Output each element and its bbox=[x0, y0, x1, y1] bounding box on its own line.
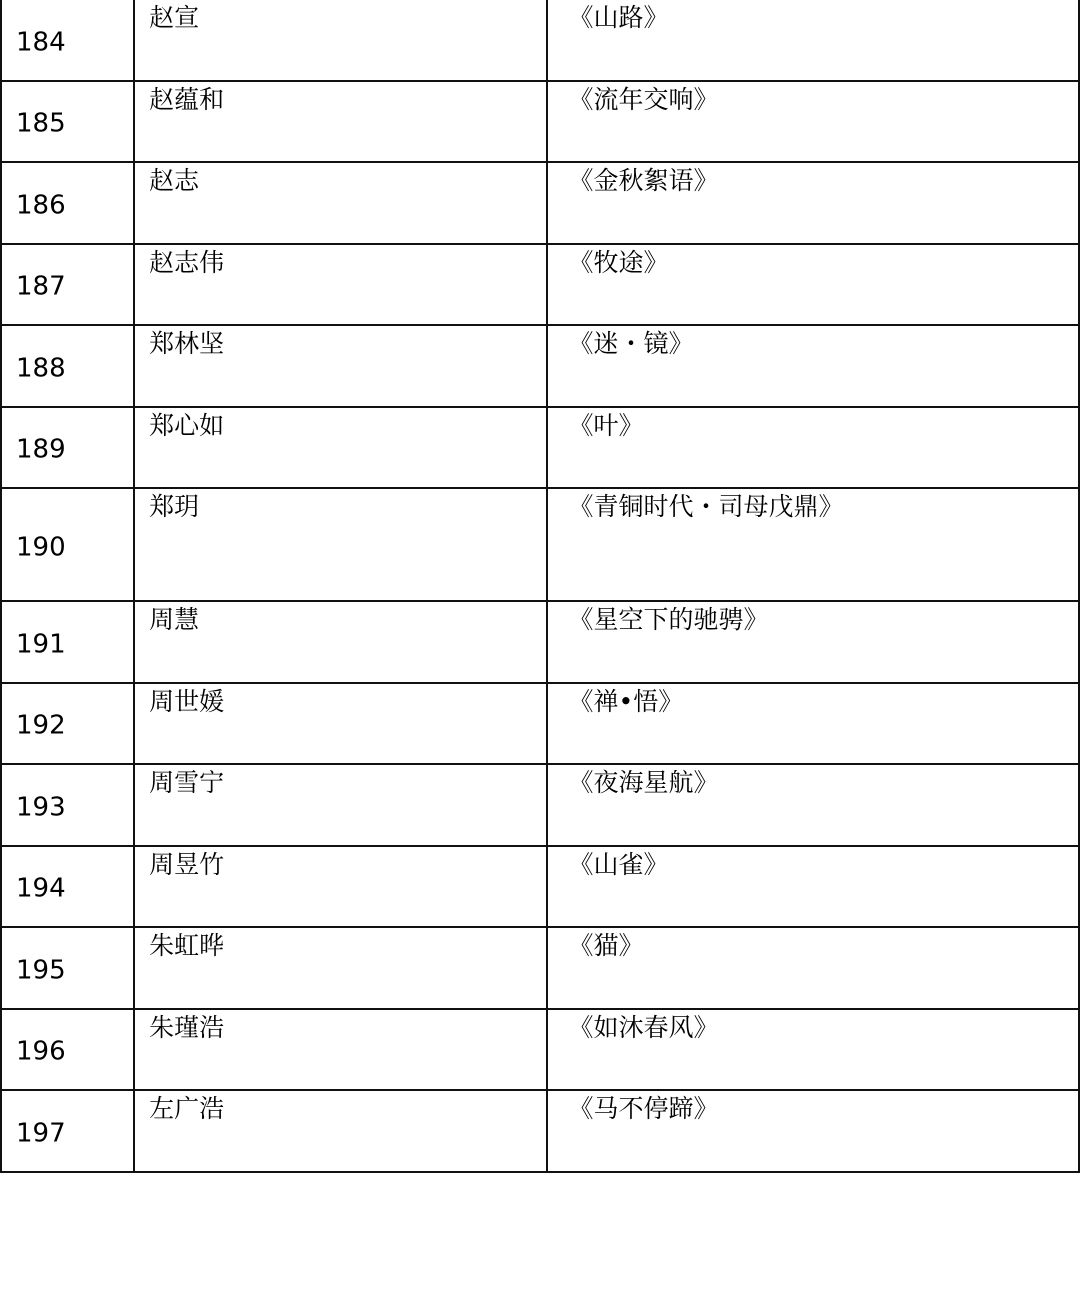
entry-number-cell bbox=[1, 764, 134, 846]
table-row bbox=[1, 244, 1079, 326]
work-title-cell bbox=[547, 325, 1079, 407]
work-title: 《迷・镜》 bbox=[568, 329, 694, 358]
entrant-name-cell bbox=[134, 488, 547, 601]
entry-number-cell bbox=[1, 244, 134, 326]
table-row bbox=[1, 407, 1079, 489]
entrant-name-cell bbox=[134, 1009, 547, 1091]
work-title: 《马不停蹄》 bbox=[568, 1094, 719, 1123]
work-title: 《禅•悟》 bbox=[568, 686, 684, 716]
entry-number: 193 bbox=[16, 792, 66, 823]
entrant-name-cell bbox=[134, 162, 547, 244]
entrant-name-cell bbox=[134, 407, 547, 489]
entrant-name: 周慧 bbox=[149, 605, 200, 634]
work-title-cell bbox=[547, 244, 1079, 326]
work-title: 《叶》 bbox=[568, 410, 644, 440]
work-title-cell bbox=[547, 162, 1079, 244]
entry-number-cell bbox=[1, 325, 134, 407]
entrant-name: 左广浩 bbox=[149, 1094, 225, 1123]
entry-number: 188 bbox=[16, 353, 66, 384]
work-title: 《青铜时代・司母戊鼎》 bbox=[568, 492, 844, 521]
entrant-name: 朱瑾浩 bbox=[149, 1012, 225, 1042]
work-title: 《猫》 bbox=[568, 931, 644, 960]
entry-number-cell bbox=[1, 927, 134, 1009]
entrant-name-cell bbox=[134, 325, 547, 407]
entrant-name-cell bbox=[134, 601, 547, 683]
entry-number: 184 bbox=[16, 27, 66, 58]
work-title-cell bbox=[547, 683, 1079, 765]
entrant-name-cell bbox=[134, 81, 547, 163]
table-row bbox=[1, 325, 1079, 407]
entrant-name: 赵志伟 bbox=[149, 247, 225, 277]
entry-number: 186 bbox=[16, 190, 66, 221]
entry-number: 191 bbox=[16, 629, 66, 660]
entry-number: 187 bbox=[16, 271, 66, 302]
entrant-name-cell bbox=[134, 927, 547, 1009]
entry-number: 195 bbox=[16, 955, 66, 986]
work-title: 《山雀》 bbox=[568, 849, 669, 879]
work-title-cell bbox=[547, 0, 1079, 81]
entry-number: 194 bbox=[16, 873, 66, 904]
work-title-cell bbox=[547, 81, 1079, 163]
entry-number-cell bbox=[1, 1009, 134, 1091]
entry-number-cell bbox=[1, 601, 134, 683]
table-row bbox=[1, 683, 1079, 765]
work-title: 《牧途》 bbox=[568, 247, 669, 277]
entry-number-cell bbox=[1, 162, 134, 244]
entry-number: 192 bbox=[16, 710, 66, 741]
work-title-cell bbox=[547, 1009, 1079, 1091]
work-title-cell bbox=[547, 601, 1079, 683]
work-title-cell bbox=[547, 927, 1079, 1009]
entrant-name-cell bbox=[134, 1090, 547, 1172]
entrant-name-cell bbox=[134, 0, 547, 81]
entry-number: 190 bbox=[16, 531, 66, 562]
entrant-name: 周世媛 bbox=[149, 686, 225, 716]
entry-number: 196 bbox=[16, 1036, 66, 1067]
work-title-cell bbox=[547, 846, 1079, 928]
entry-number-cell bbox=[1, 846, 134, 928]
entry-number: 189 bbox=[16, 434, 66, 465]
entry-number: 197 bbox=[16, 1118, 66, 1149]
entry-number-cell bbox=[1, 407, 134, 489]
table-row bbox=[1, 1009, 1079, 1091]
entrant-name-cell bbox=[134, 764, 547, 846]
work-title: 《星空下的驰骋》 bbox=[568, 605, 769, 634]
table-row bbox=[1, 927, 1079, 1009]
entrant-name: 赵宣 bbox=[149, 3, 200, 32]
entry-number: 185 bbox=[16, 108, 66, 139]
table-row bbox=[1, 162, 1079, 244]
entrant-name: 郑林坚 bbox=[149, 329, 225, 358]
entrant-name-cell bbox=[134, 846, 547, 928]
entrant-name-cell bbox=[134, 244, 547, 326]
table-row bbox=[1, 764, 1079, 846]
work-title: 《金秋絮语》 bbox=[568, 166, 719, 195]
table-row bbox=[1, 0, 1079, 81]
entrant-name: 周昱竹 bbox=[149, 849, 225, 879]
work-title: 《流年交响》 bbox=[568, 84, 719, 114]
entrant-name-cell bbox=[134, 683, 547, 765]
entrant-name: 周雪宁 bbox=[149, 768, 225, 797]
work-title-cell bbox=[547, 407, 1079, 489]
work-title-cell bbox=[547, 488, 1079, 601]
table-row bbox=[1, 1090, 1079, 1172]
entry-number-cell bbox=[1, 1090, 134, 1172]
work-title-cell bbox=[547, 764, 1079, 846]
entry-number-cell bbox=[1, 683, 134, 765]
work-title-cell bbox=[547, 1090, 1079, 1172]
table-row bbox=[1, 488, 1079, 601]
entry-number-cell bbox=[1, 0, 134, 81]
entrant-name: 赵志 bbox=[149, 166, 200, 195]
entrant-name: 郑心如 bbox=[149, 410, 225, 440]
work-title: 《如沐春风》 bbox=[568, 1012, 719, 1042]
entrant-name: 郑玥 bbox=[149, 492, 200, 521]
table-row bbox=[1, 81, 1079, 163]
entrant-name: 赵蕴和 bbox=[149, 84, 225, 114]
work-title: 《山路》 bbox=[568, 3, 669, 32]
table-row bbox=[1, 601, 1079, 683]
work-title: 《夜海星航》 bbox=[568, 768, 719, 797]
entrant-name: 朱虹晔 bbox=[149, 931, 225, 960]
entry-number-cell bbox=[1, 81, 134, 163]
table-row bbox=[1, 846, 1079, 928]
entry-number-cell bbox=[1, 488, 134, 601]
